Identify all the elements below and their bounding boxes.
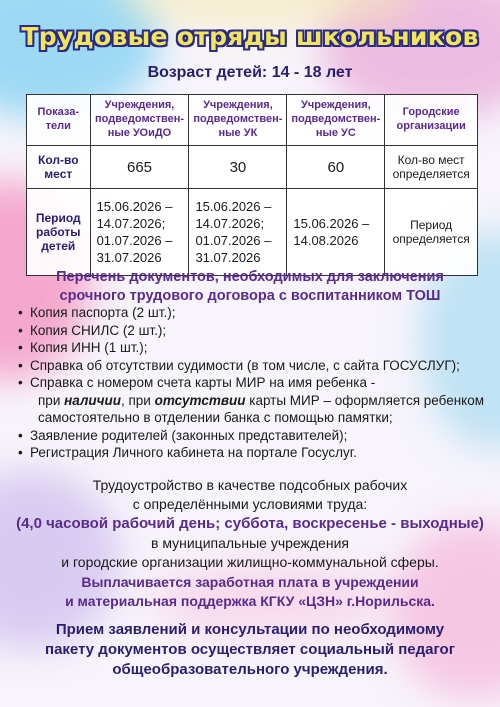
list-item: • Копия СНИЛС (2 шт.); (18, 322, 167, 338)
employment-info: Трудоустройство в качестве подсобных рабочих с определёнными условиями труда: (4,0 часовой рабочий день; суббота, воскресенье - выходные) в муниципальные учреждения и городские организации жилищно-коммунальной сферы. Выплачивается заработная плата в учреждении и материальная поддержка КГКУ «ЦЗН» г.Норильска. (16, 477, 484, 609)
table-row (27, 189, 478, 276)
table-header-row (27, 95, 478, 146)
documents-heading: Перечень документов, необходимых для заключения срочного трудового договора с воспитанником ТОШ (56, 269, 444, 304)
table-cell: 15.06.2026 – 14.07.2026; 01.07.2026 – 31.07.2026 (189, 189, 287, 276)
list-item: • Регистрация Личного кабинета на портале Госуслуг. (18, 445, 357, 461)
list-item: • Справка с номером счета карты МИР на имя ребенка - при наличии, при отсутствии карты МИР – оформляется ребенком самостоятельно в отделении банка с помощью памятки; (18, 374, 488, 427)
footer-note: Прием заявлений и консультации по необходимому пакету документов осуществляет социальный педагог общеобразовательного учреждения. (45, 621, 455, 678)
row-label-places: Кол-во мест (27, 146, 91, 189)
table-cell: 665 (90, 146, 189, 189)
table-cell: Кол-во мест определяется (385, 146, 478, 189)
documents-list (18, 304, 488, 462)
table-cell: 15.06.2026 – 14.07.2026; 01.07.2026 – 31.07.2026 (90, 189, 189, 276)
age-line: Возраст детей: 14 - 18 лет (147, 64, 353, 81)
table-header-cell: Учреждения, подведомствен-ные УОиДО (90, 95, 189, 146)
table-cell: 30 (189, 146, 287, 189)
list-item: • Заявление родителей (законных представителей); (18, 427, 348, 443)
table-cell: 15.06.2026 – 14.08.2026 (287, 189, 385, 276)
list-item: • Копия паспорта (2 шт.); (18, 305, 176, 320)
table-header-cell: Учреждения, подведомствен-ные УС (287, 95, 385, 146)
poster-title: Трудовые отряды школьников (21, 22, 479, 51)
table-cell: 60 (287, 146, 385, 189)
mir-card-detail: при наличии, при отсутствии карты МИР – оформляется ребенком самостоятельно в отделении банка с помощью памятки; (38, 392, 485, 426)
list-item: • Справка об отсутствии судимости (в том числе, с сайта ГОСУСЛУГ); (18, 357, 460, 373)
table-cell: Период определяется (385, 189, 478, 276)
row-label-period: Период работы детей (27, 189, 91, 276)
table-row (27, 146, 478, 189)
table-header-cell: Городские организации (385, 95, 478, 146)
info-table (26, 94, 478, 276)
table-header-cell: Учреждения, подведомствен-ные УК (189, 95, 287, 146)
table-header-cell: Показа-тели (27, 95, 91, 146)
list-item: • Копия ИНН (1 шт.); (18, 340, 148, 356)
